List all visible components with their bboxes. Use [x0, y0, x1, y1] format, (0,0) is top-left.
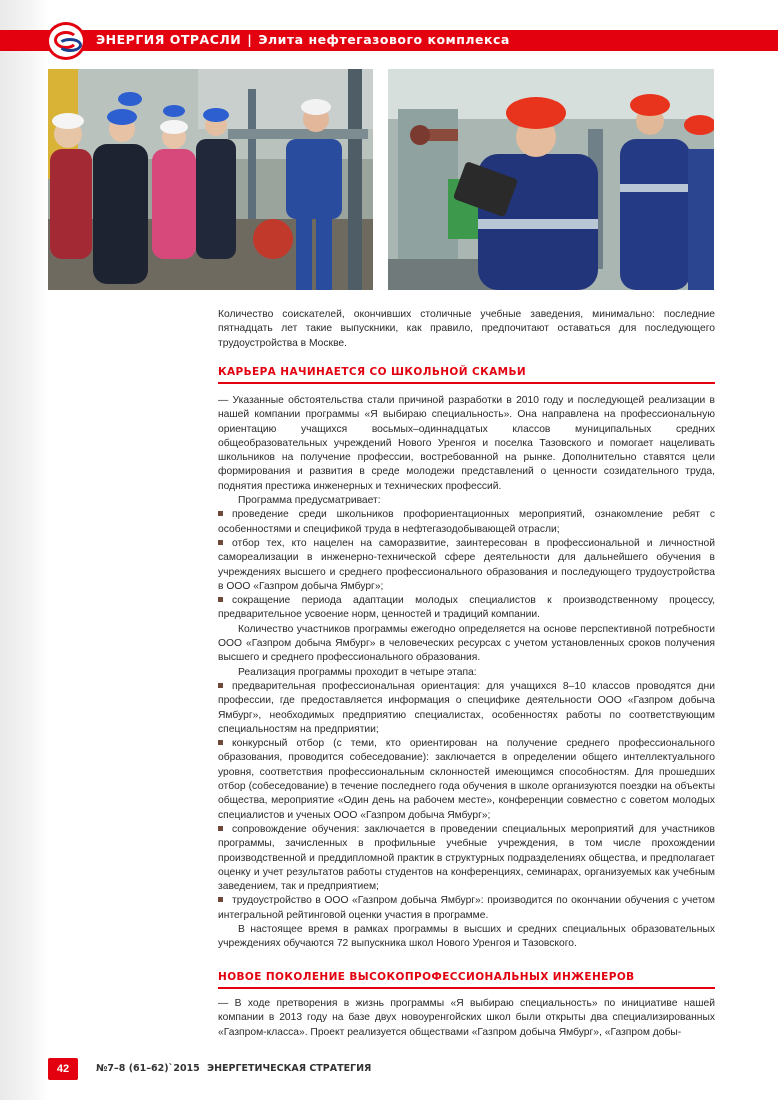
- bullet-item: отбор тех, кто нацелен на саморазвитие, заинтересован в профессиональной и личностной самореализации в инженерно-технической сфере деятельности для дальнейшего обучения в учреждениях высшего и среднего профессионального образования и последующего трудоустройства в ООО «Газпром добыча Ямбург»;: [218, 537, 715, 592]
- bullet-square-icon: [218, 826, 223, 831]
- header-section: ЭНЕРГИЯ ОТРАСЛИ: [96, 32, 242, 47]
- bullet-item: сопровождение обучения: заключается в проведении специальных мероприятий для участников программы, зачисленных в профильные учебные учреждения, в том числе прохождении производственной и преддипломной практик в структурных подразделениях общества, и предполагает оценку и учет результатов работы студентов на конференциях, семинарах, организуемых как учебным заведением, так и предприятием;: [218, 823, 715, 893]
- bullet-item: предварительная профессиональная ориентация: для учащихся 8–10 классов проводятся дни профессии, где предоставляется информация о специфике деятельности ООО «Газпром добыча Ямбург», необходимых предприятию специалистах, особенностях работы по соответствующим специальностям на предприятии;: [218, 680, 715, 735]
- header-text: [96, 32, 510, 47]
- journal-info: [96, 1063, 371, 1074]
- issue-number: №7–8 (61–62)`2015: [96, 1063, 200, 1074]
- paragraph: Количество участников программы ежегодно определяется на основе перспективной потребности ООО «Газпром добыча Ямбург» в человеческих ресурсах с учетом установленных сроков получения высшего и среднего профессионального образования.: [218, 623, 715, 664]
- section-heading-new-generation: НОВОЕ ПОКОЛЕНИЕ ВЫСОКОПРОФЕССИОНАЛЬНЫХ ИНЖЕНЕРОВ: [218, 971, 715, 989]
- bullet-square-icon: [218, 740, 223, 745]
- header-separator: |: [247, 32, 253, 47]
- page-number: 42: [48, 1058, 78, 1080]
- bullet-square-icon: [218, 897, 223, 902]
- paragraph: — Указанные обстоятельства стали причиной разработки в 2010 году и последующей реализации в нашей компании программы «Я выбираю специальность». Она направлена на профессиональную ориентацию учащихся восьмых–одиннадцатых классов муниципальных средних общеобразовательных учреждений Нового Уренгоя и поселка Тазовского и помогает нацеливать школьников на получение профессии, востребованной на рынке. Дополнительно ставятся цели формирования и развития в среде молодежи представлений о ценности созидательного труда, поднятия престижа инженерных и технических профессий.: [218, 395, 715, 492]
- photo-students-tour: [48, 69, 373, 290]
- bullet-item: конкурсный отбор (с теми, кто ориентирован на получение среднего профессионального образования, проводится собеседование): заключается в определении общего интеллектуального уровня, соответствия профессиональным склонностей имеющимся способностям. Для прошедших отбор (собеседование) в течение последнего года обучения в школе организуются поездки на объекты общества, мероприятие «Один день на рабочем месте», конференции совместно с советом молодых специалистов и ученых ООО «Газпром добыча Ямбург»;: [218, 738, 715, 821]
- bullet-square-icon: [218, 597, 223, 602]
- intro-paragraph: Количество соискателей, окончивших столичные учебные заведения, минимально: последние пятнадцать лет такие выпускники, как правило, предпочитают оставаться для последующего трудоустройства в Москве.: [218, 309, 715, 349]
- page-footer: [48, 1058, 372, 1080]
- section-career-body: [218, 394, 715, 952]
- magazine-title: ЭНЕРГЕТИЧЕСКАЯ СТРАТЕГИЯ: [207, 1063, 372, 1074]
- bullet-square-icon: [218, 511, 223, 516]
- bullet-square-icon: [218, 683, 223, 688]
- bullet-item: проведение среди школьников профориентационных мероприятий, ознакомление ребят с особенностями и спецификой труда в нефтегазодобывающей отрасли;: [218, 509, 715, 535]
- bullet-item: трудоустройство в ООО «Газпром добыча Ямбург»: производится по окончании обучения с учетом интегральной рейтинговой оценки участия в программе.: [218, 895, 715, 921]
- section-heading-career: КАРЬЕРА НАЧИНАЕТСЯ СО ШКОЛЬНОЙ СКАМЬИ: [218, 366, 715, 384]
- header-subtitle: Элита нефтегазового комплекса: [258, 32, 510, 47]
- paragraph: В настоящее время в рамках программы в высших и средних специальных образовательных учреждениях обучаются 72 выпускника школ Нового Уренгоя и Тазовского.: [218, 923, 715, 950]
- paragraph: Программа предусматривает:: [238, 495, 381, 507]
- bullet-square-icon: [218, 540, 223, 545]
- left-margin-strip: [0, 0, 48, 1100]
- header-band: [0, 30, 778, 51]
- photo-workers-equipment: [388, 69, 714, 290]
- section-new-generation-body: — В ходе претворения в жизнь программы «Я выбираю специальность» по инициативе нашей компании в 2013 году на базе двух новоуренгойских школ были открыты два специализированных «Газпром-класса». Проект реализуется обществами «Газпром добыча Ямбург», «Газпром добы-: [218, 998, 715, 1038]
- gazprom-logo-icon: [46, 22, 86, 60]
- paragraph: Реализация программы проходит в четыре этапа:: [238, 666, 477, 678]
- bullet-item: сокращение периода адаптации молодых специалистов к производственному процессу, предварительное усвоение норм, ценностей и традиций компании.: [218, 595, 715, 621]
